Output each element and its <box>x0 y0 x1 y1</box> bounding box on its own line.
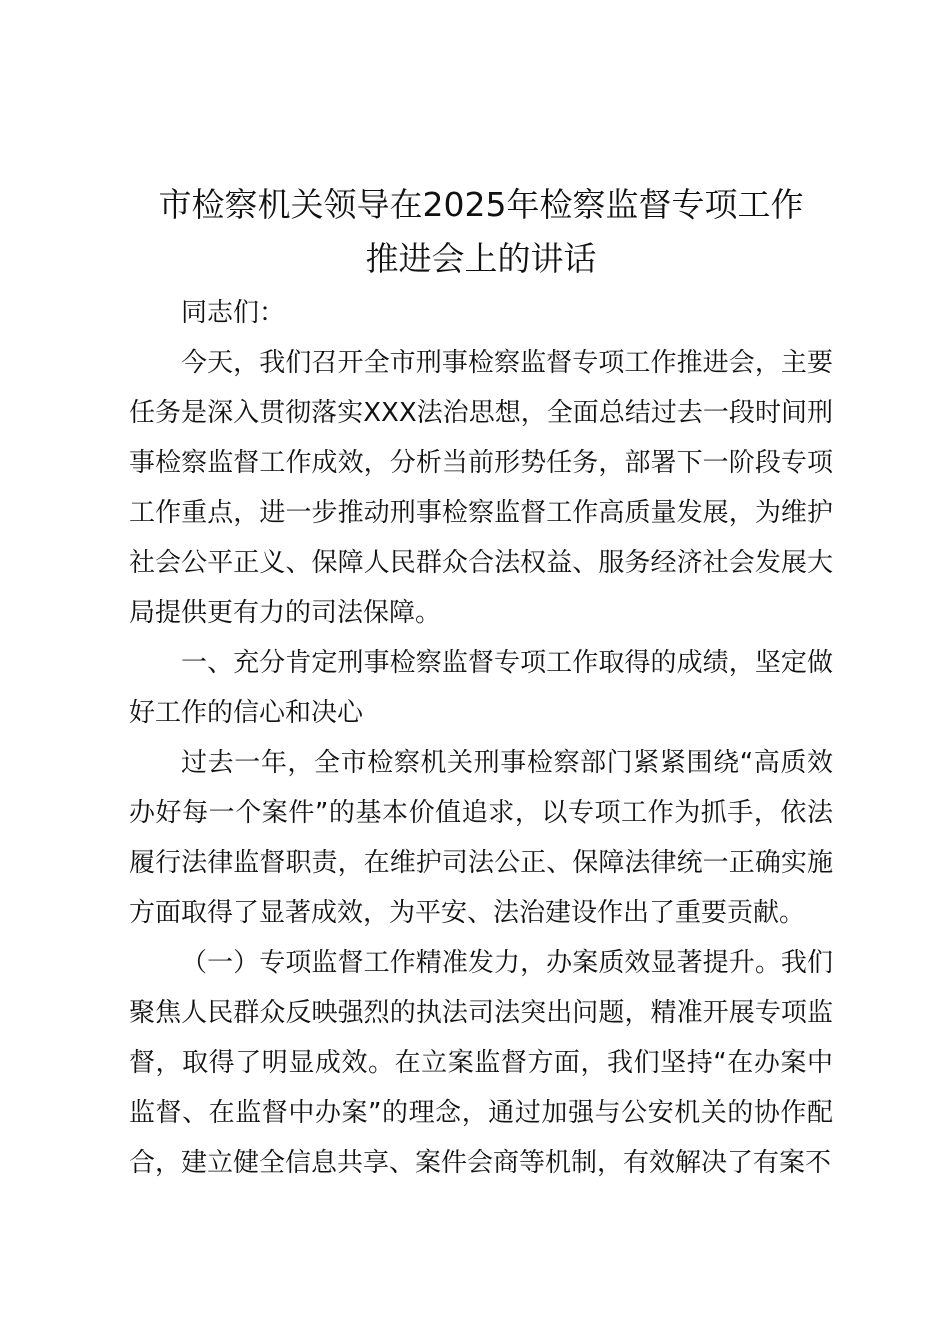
section-heading-1: 一、充分肯定刑事检察监督专项工作取得的成绩，坚定做好工作的信心和决心 <box>129 648 833 728</box>
paragraph-subsection-1: （一）专项监督工作精准发力，办案质效显著提升。我们聚焦人民群众反映强烈的执法司法突出问题，精准开展专项监督，取得了明显成效。在立案监督方面，我们坚持“在办案中监督、在监督中办案”的理念，通过加强与公安机关的协作配合，建立健全信息共享、案件会商等机制，有效解决了有案不 <box>129 948 833 1178</box>
document-body <box>129 178 833 1188</box>
paragraph-review: 过去一年，全市检察机关刑事检察部门紧紧围绕“高质效办好每一个案件”的基本价值追求，以专项工作为抓手，依法履行法律监督职责，在维护司法公正、保障法律统一正确实施方面取得了显著成效，为平安、法治建设作出了重要贡献。 <box>129 748 833 928</box>
paragraph-intro: 今天，我们召开全市刑事检察监督专项工作推进会，主要任务是深入贯彻落实XXX法治思想，全面总结过去一段时间刑事检察监督工作成效，分析当前形势任务，部署下一阶段专项工作重点，进一步推动刑事检察监督工作高质量发展，为维护社会公平正义、保障人民群众合法权益、服务经济社会发展大局提供更有力的司法保障。 <box>129 348 833 628</box>
document-title: 市检察机关领导在2025年检察监督专项工作 推进会上的讲话 <box>158 185 804 278</box>
salutation: 同志们： <box>181 298 286 328</box>
